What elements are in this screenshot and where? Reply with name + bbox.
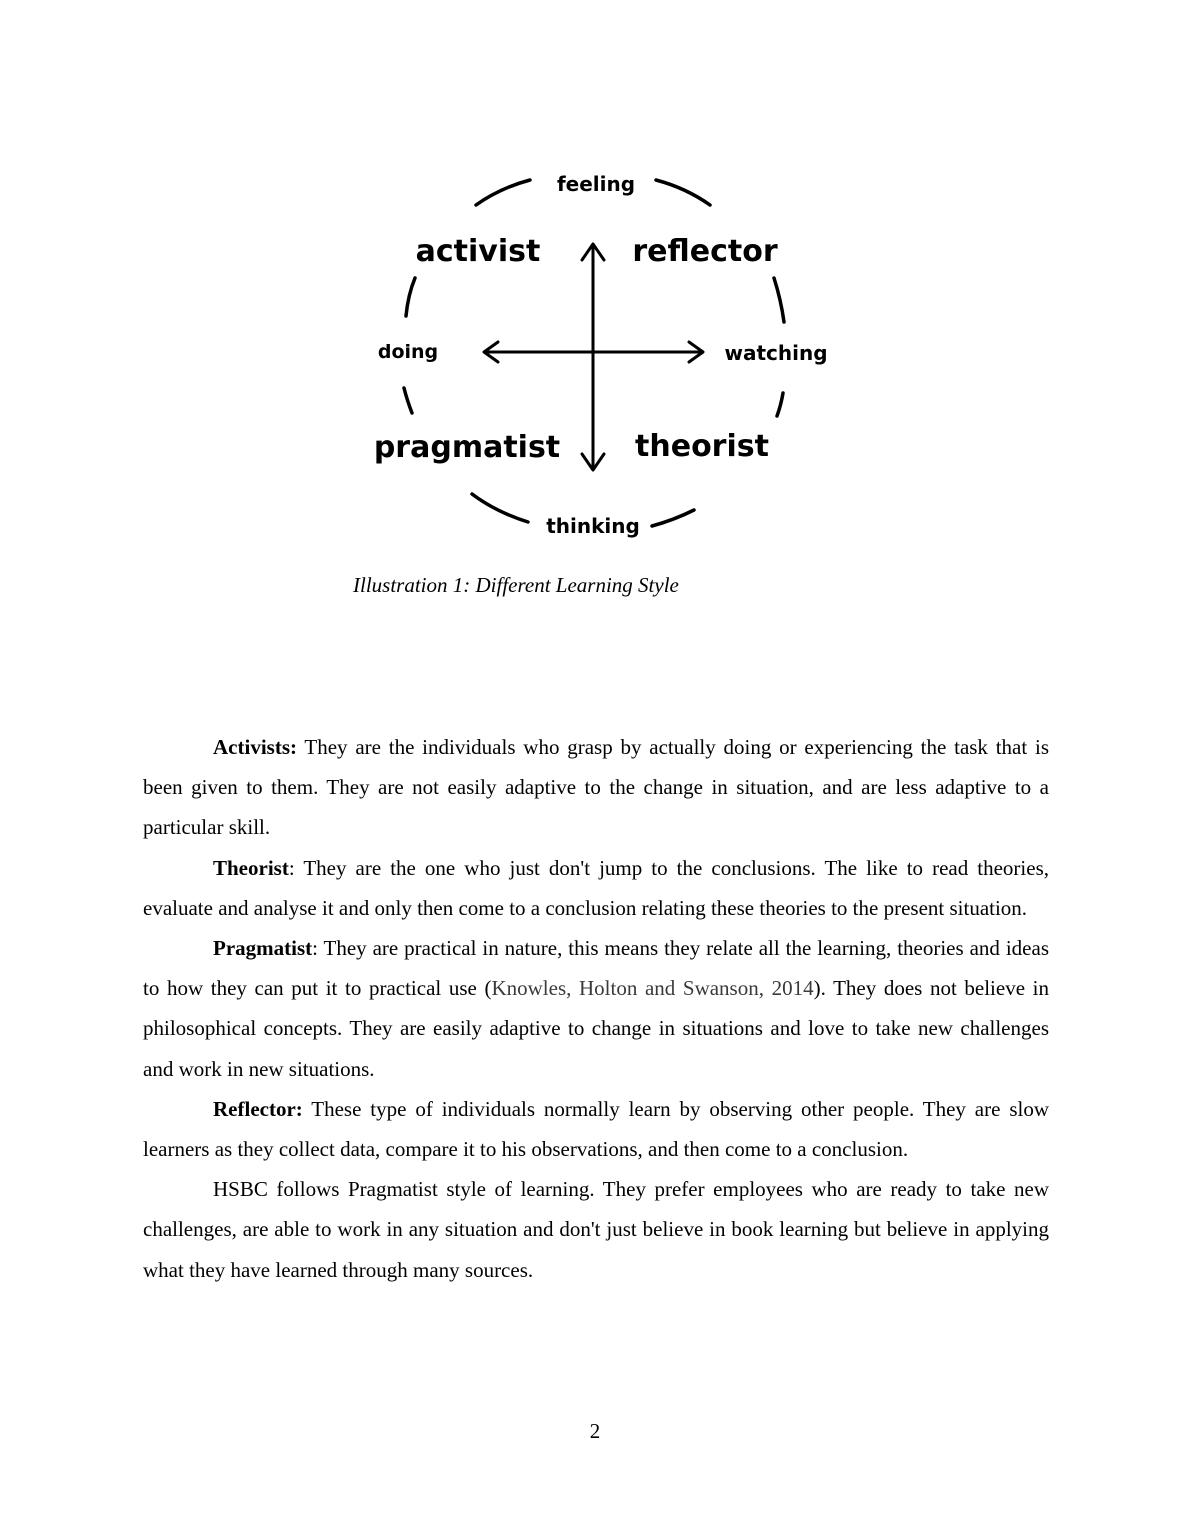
paragraph-pragmatist-text-before: : They are practical in nature, this means they relate all the learning, theories and ideas to how they can put it to practical use ( (143, 936, 1049, 1001)
arc-bottom-left (472, 494, 528, 522)
citation: Knowles, Holton and Swanson, 2014 (491, 976, 814, 1001)
paragraph-pragmatist-text-after: ). They does not believe in philosophical concepts. They are easily adaptive to change in situations and love to take new challenges and work in new situations. (143, 976, 1049, 1081)
label-feeling: feeling (556, 172, 636, 196)
arc-bottom-right (652, 510, 694, 526)
label-doing: doing (377, 341, 439, 363)
term-activists: Activists: (213, 735, 297, 759)
page-number: 2 (589, 1419, 601, 1443)
paragraph-hsbc (143, 1169, 1049, 1290)
paragraph-activists-text: They are the individuals who grasp by actually doing or experiencing the task that is been given to them. They are not easily adaptive to the change in situation, and are less adaptive to a particular skill. (143, 735, 1049, 840)
label-activist: activist (415, 234, 541, 269)
arc-top-left (476, 180, 530, 205)
paragraph-theorist (143, 848, 1049, 928)
paragraph-pragmatist (143, 928, 1049, 1089)
label-watching: watching (724, 341, 828, 365)
learning-style-cycle-graphic (360, 160, 840, 550)
body-text (143, 727, 1049, 1290)
term-reflector: Reflector: (213, 1096, 303, 1121)
term-theorist: Theorist (213, 855, 289, 880)
paragraph-theorist-text: : They are the one who just don't jump to the conclusions. The like to read theories, evaluate and analyse it and only then come to a conclusion relating these theories to the present situation. (143, 855, 1049, 920)
arc-left-lower (404, 388, 412, 413)
arc-left-upper (406, 278, 415, 316)
paragraph-reflector-text: These type of individuals normally learn by observing other people. They are slow learners as they collect data, compare it to his observations, and then come to a conclusion. (143, 1096, 1049, 1162)
arc-right-lower (777, 393, 783, 416)
learning-style-diagram (360, 160, 840, 550)
label-theorist: theorist (635, 429, 769, 464)
label-pragmatist: pragmatist (373, 430, 561, 465)
label-thinking: thinking (546, 514, 640, 538)
arc-top-right (656, 180, 710, 205)
paragraph-reflector (143, 1089, 1049, 1169)
arc-right-upper (774, 278, 784, 322)
label-reflector: reflector (632, 234, 778, 269)
figure-caption: Illustration 1: Different Learning Style (353, 573, 679, 597)
paragraph-hsbc-text: HSBC follows Pragmatist style of learning. They prefer employees who are ready to take new challenges, are able to work in any situation and don't just believe in book learning but believe in applying what they have learned through many sources. (143, 1177, 1049, 1282)
term-pragmatist: Pragmatist (213, 936, 313, 961)
paragraph-activists (143, 727, 1049, 848)
